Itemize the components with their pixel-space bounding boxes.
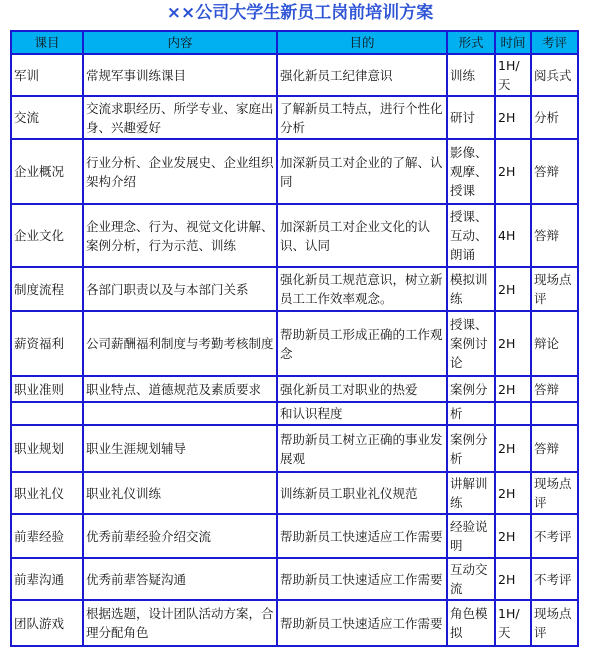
cell-eval: 现场点评	[531, 600, 578, 646]
cell-content: 根据选题，设计团队活动方案，合理分配角色	[83, 600, 277, 646]
cell-course: 薪资福利	[11, 311, 83, 376]
cell-content: 公司薪酬福利制度与考勤考核制度	[83, 311, 277, 376]
cell-time: 4H	[495, 204, 531, 267]
cell-eval	[531, 402, 578, 425]
cell-time: 2H	[495, 139, 531, 204]
cell-form: 授课、互动、朗诵	[447, 204, 495, 267]
cell-form: 授课、案例讨论	[447, 311, 495, 376]
cell-time: 1H/天	[495, 600, 531, 646]
cell-course	[11, 402, 83, 425]
cell-content: 职业特点、道德规范及素质要求	[83, 376, 277, 402]
cell-course: 前辈沟通	[11, 558, 83, 600]
cell-time: 2H	[495, 514, 531, 558]
cell-form: 训练	[447, 54, 495, 96]
cell-goal: 加深新员工对企业文化的认识、认同	[277, 204, 447, 267]
cell-form: 影像、观摩、授课	[447, 139, 495, 204]
column-header-course: 课目	[11, 31, 83, 54]
cell-form: 模拟训练	[447, 267, 495, 311]
cell-time: 2H	[495, 376, 531, 402]
cell-time: 2H	[495, 96, 531, 139]
cell-course: 职业礼仪	[11, 472, 83, 514]
cell-content: 各部门职责以及与本部门关系	[83, 267, 277, 311]
cell-time: 2H	[495, 425, 531, 472]
cell-goal: 帮助新员工快速适应工作需要	[277, 514, 447, 558]
cell-content: 优秀前辈答疑沟通	[83, 558, 277, 600]
cell-goal: 帮助新员工树立正确的事业发展观	[277, 425, 447, 472]
column-header-time: 时间	[495, 31, 531, 54]
cell-goal: 帮助新员工形成正确的工作观念	[277, 311, 447, 376]
cell-goal: 了解新员工特点，进行个性化分析	[277, 96, 447, 139]
column-header-form: 形式	[447, 31, 495, 54]
cell-content: 企业理念、行为、视觉文化讲解、案例分析，行为示范、训练	[83, 204, 277, 267]
cell-eval: 答辩	[531, 139, 578, 204]
cell-course: 企业概况	[11, 139, 83, 204]
table-body	[11, 54, 578, 646]
cell-eval: 分析	[531, 96, 578, 139]
table-row	[11, 54, 578, 96]
table-row	[11, 267, 578, 311]
cell-form: 案例分	[447, 376, 495, 402]
table-row	[11, 558, 578, 600]
table-row	[11, 402, 578, 425]
cell-eval: 不考评	[531, 558, 578, 600]
table-row	[11, 204, 578, 267]
cell-content: 职业礼仪训练	[83, 472, 277, 514]
cell-eval: 答辩	[531, 376, 578, 402]
table-row	[11, 472, 578, 514]
cell-course: 前辈经验	[11, 514, 83, 558]
cell-course: 企业文化	[11, 204, 83, 267]
cell-course: 交流	[11, 96, 83, 139]
table-row	[11, 96, 578, 139]
cell-form: 案例分析	[447, 425, 495, 472]
cell-goal: 帮助新员工快速适应工作需要	[277, 600, 447, 646]
table-row	[11, 139, 578, 204]
cell-time: 2H	[495, 472, 531, 514]
table-row	[11, 425, 578, 472]
cell-form: 讲解训练	[447, 472, 495, 514]
cell-content: 职业生涯规划辅导	[83, 425, 277, 472]
cell-course: 制度流程	[11, 267, 83, 311]
cell-form: 研讨	[447, 96, 495, 139]
cell-eval: 现场点评	[531, 472, 578, 514]
cell-time: 2H	[495, 267, 531, 311]
cell-course: 团队游戏	[11, 600, 83, 646]
cell-goal: 加深新员工对企业的了解、认同	[277, 139, 447, 204]
cell-time	[495, 402, 531, 425]
cell-eval: 答辩	[531, 204, 578, 267]
cell-course: 职业准则	[11, 376, 83, 402]
cell-eval: 答辩	[531, 425, 578, 472]
cell-content: 交流求职经历、所学专业、家庭出身、兴趣爱好	[83, 96, 277, 139]
cell-goal: 强化新员工纪律意识	[277, 54, 447, 96]
training-plan-table	[10, 30, 579, 647]
cell-goal: 帮助新员工快速适应工作需要	[277, 558, 447, 600]
cell-form: 析	[447, 402, 495, 425]
cell-eval: 现场点评	[531, 267, 578, 311]
table-header-row	[11, 31, 578, 54]
cell-course: 职业规划	[11, 425, 83, 472]
cell-eval: 阅兵式	[531, 54, 578, 96]
cell-content: 优秀前辈经验介绍交流	[83, 514, 277, 558]
column-header-goal: 目的	[277, 31, 447, 54]
document-title: ××公司大学生新员工岗前培训方案	[166, 3, 434, 23]
cell-time: 2H	[495, 558, 531, 600]
column-header-content: 内容	[83, 31, 277, 54]
cell-course: 军训	[11, 54, 83, 96]
table-row	[11, 376, 578, 402]
cell-time: 1H/天	[495, 54, 531, 96]
cell-goal: 和认识程度	[277, 402, 447, 425]
cell-time: 2H	[495, 311, 531, 376]
column-header-eval: 考评	[531, 31, 578, 54]
table-row	[11, 514, 578, 558]
cell-goal: 强化新员工对职业的热爱	[277, 376, 447, 402]
cell-goal: 训练新员工职业礼仪规范	[277, 472, 447, 514]
cell-form: 互动交流	[447, 558, 495, 600]
cell-form: 经验说明	[447, 514, 495, 558]
cell-goal: 强化新员工规范意识，树立新员工工作效率观念。	[277, 267, 447, 311]
cell-content: 行业分析、企业发展史、企业组织架构介绍	[83, 139, 277, 204]
table-row	[11, 311, 578, 376]
cell-form: 角色模拟	[447, 600, 495, 646]
cell-content: 常规军事训练课目	[83, 54, 277, 96]
cell-content	[83, 402, 277, 425]
cell-eval: 不考评	[531, 514, 578, 558]
table-row	[11, 600, 578, 646]
cell-eval: 辩论	[531, 311, 578, 376]
